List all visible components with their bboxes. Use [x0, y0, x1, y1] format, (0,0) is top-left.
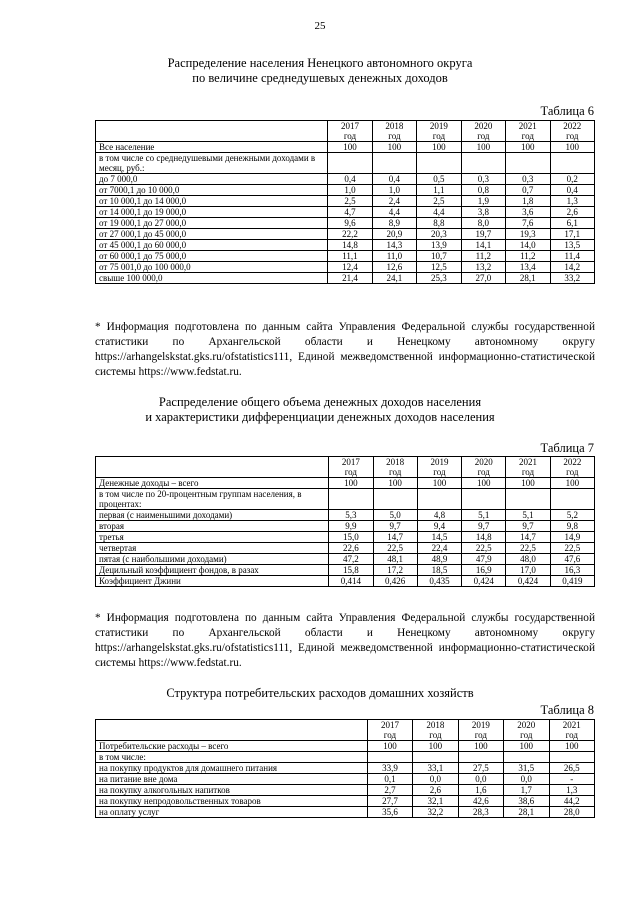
table8-cell: 100 [367, 741, 412, 752]
table7-row-label: первая (с наименьшими доходами) [96, 510, 329, 521]
table6-cell: 22,2 [328, 229, 372, 240]
table7-year-header [462, 457, 506, 478]
table7-cell: 48,0 [506, 554, 550, 565]
table6-year-value: 2018 [385, 121, 404, 131]
table6-cell: 1,0 [372, 185, 416, 196]
table7-cell: 9,8 [550, 521, 594, 532]
table7-cell: 9,4 [417, 521, 461, 532]
table6-cell: 2,5 [417, 196, 461, 207]
table7-header-row [96, 457, 595, 478]
table8-cell: 1,7 [504, 785, 549, 796]
table6-cell: 14,0 [506, 240, 550, 251]
table7-row-label: вторая [96, 521, 329, 532]
table7-year-value: 2018 [386, 457, 405, 467]
table7-cell: 5,0 [373, 510, 417, 521]
table6-cell [417, 153, 461, 174]
table8-cell: 27,5 [458, 763, 503, 774]
table8-cell: 2,7 [367, 785, 412, 796]
table6-cell: 1,8 [506, 196, 550, 207]
table6-footnote: * Информация подготовлена по данным сайта Управления Федеральной службы государственной статистики по Архангельской области и Ненецкому автономному округу https://arhangelskstat.gks.ru/ofstatistics111, Единой межведомственной информационно-статистической системы https://www.fedstat.ru. [95, 321, 595, 378]
table6-cell: 12,4 [328, 262, 372, 273]
table8-cell: 26,5 [549, 763, 594, 774]
table6-cell: 14,1 [461, 240, 505, 251]
table6-cell: 0,4 [372, 174, 416, 185]
table8-cell: 1,3 [549, 785, 594, 796]
table6-row-label: Все население [96, 142, 328, 153]
table6-cell: 12,6 [372, 262, 416, 273]
table6-row-label: от 45 000,1 до 60 000,0 [96, 240, 328, 251]
table7-cell: 9,7 [462, 521, 506, 532]
table7-footnote: * Информация подготовлена по данным сайта Управления Федеральной службы государственной статистики по Архангельской области и Ненецкому автономному округу https://arhangelskstat.gks.ru/ofstatistics111, Единой межведомственной информационно-статистической системы https://www.fedstat.ru. [95, 612, 595, 669]
table7-row [96, 543, 595, 554]
table7-cell: 22,5 [506, 543, 550, 554]
table8-row-label: в том числе: [96, 752, 368, 763]
table8-cell: 32,2 [413, 807, 458, 818]
table6 [95, 120, 595, 284]
table8-cell: 33,9 [367, 763, 412, 774]
table6-row [96, 174, 595, 185]
table7-year-value: 2021 [519, 457, 537, 467]
table6-cell: 3,8 [461, 207, 505, 218]
table6-cell: 1,1 [417, 185, 461, 196]
table6-cell: 19,3 [506, 229, 550, 240]
table7-cell: 47,9 [462, 554, 506, 565]
table6-cell: 100 [550, 142, 594, 153]
table7-cell: 48,1 [373, 554, 417, 565]
table7-row [96, 521, 595, 532]
table6-cell: 28,1 [506, 273, 550, 284]
table6-cell: 100 [506, 142, 550, 153]
table6-row-label: от 14 000,1 до 19 000,0 [96, 207, 328, 218]
table8-cell: 32,1 [413, 796, 458, 807]
table6-cell: 19,7 [461, 229, 505, 240]
table6-cell: 11,1 [328, 251, 372, 262]
table6-row-label: свыше 100 000,0 [96, 273, 328, 284]
table6-cell: 27,0 [461, 273, 505, 284]
table7-cell: 14,7 [506, 532, 550, 543]
table7-cell: 14,9 [550, 532, 594, 543]
table6-year-sub: год [477, 131, 490, 141]
table7-cell: 5,1 [462, 510, 506, 521]
table8-header-row [96, 720, 595, 741]
table7-cell: 22,5 [550, 543, 594, 554]
table6-cell: 14,3 [372, 240, 416, 251]
table8-cell: 27,7 [367, 796, 412, 807]
table6-year-header [506, 121, 550, 142]
table7-row [96, 576, 595, 587]
table6-year-header [328, 121, 372, 142]
table8-year-header [413, 720, 458, 741]
table6-row [96, 273, 595, 284]
table8-cell [367, 752, 412, 763]
table6-cell: 13,2 [461, 262, 505, 273]
table7-cell: 100 [506, 478, 550, 489]
table6-cell: 0,2 [550, 174, 594, 185]
table6-title-line1: Распределение населения Ненецкого автономного округа [167, 56, 473, 70]
table6-year-header [461, 121, 505, 142]
table7-cell: 47,6 [550, 554, 594, 565]
table6-cell: 100 [328, 142, 372, 153]
table6-cell: 6,1 [550, 218, 594, 229]
table6-cell: 20,3 [417, 229, 461, 240]
table6-row [96, 153, 595, 174]
table6-cell: 33,2 [550, 273, 594, 284]
table6-year-header [550, 121, 594, 142]
table6-cell: 21,4 [328, 273, 372, 284]
table6-year-sub: год [432, 131, 446, 141]
table6-cell: 0,7 [506, 185, 550, 196]
table6-cell: 12,5 [417, 262, 461, 273]
table8-cell: 28,3 [458, 807, 503, 818]
table8-cell: - [549, 774, 594, 785]
table6-cell: 14,8 [328, 240, 372, 251]
table7-cell: 48,9 [417, 554, 461, 565]
table8-row-label: на оплату услуг [96, 807, 368, 818]
table7-year-sub: год [433, 467, 446, 477]
table6-cell [506, 153, 550, 174]
table6-cell: 13,9 [417, 240, 461, 251]
table6-cell: 100 [372, 142, 416, 153]
table8-row-label: Потребительские расходы – всего [96, 741, 368, 752]
table7-cell: 14,5 [417, 532, 461, 543]
table6-label: Таблица 6 [540, 104, 594, 118]
table6-row-label: от 19 000,1 до 27 000,0 [96, 218, 328, 229]
table7-corner-cell [96, 457, 329, 478]
table7-year-sub: год [344, 467, 358, 477]
table8-cell: 100 [413, 741, 458, 752]
table6-row-label: от 10 000,1 до 14 000,0 [96, 196, 328, 207]
table7-year-value: 2020 [474, 457, 493, 467]
table7-cell: 100 [550, 478, 594, 489]
table6-year-value: 2022 [563, 121, 582, 131]
table8 [95, 719, 595, 818]
table7-year-value: 2017 [341, 457, 360, 467]
table6-cell: 0,4 [328, 174, 372, 185]
table7-year-value: 2019 [430, 457, 449, 467]
table6-cell: 13,5 [550, 240, 594, 251]
table7 [95, 456, 595, 587]
table8-year-value: 2019 [471, 720, 490, 730]
table7-year-header [373, 457, 417, 478]
table7-cell: 100 [373, 478, 417, 489]
table6-year-sub: год [343, 131, 357, 141]
table6-row-label: от 60 000,1 до 75 000,0 [96, 251, 328, 262]
table6-cell: 0,4 [550, 185, 594, 196]
table7-cell: 0,426 [373, 576, 417, 587]
table7-cell: 5,3 [329, 510, 373, 521]
table6-year-sub: год [521, 131, 534, 141]
table6-cell: 3,6 [506, 207, 550, 218]
table7-row-label: Децильный коэффициент фондов, в разах [96, 565, 329, 576]
table6-cell: 0,8 [461, 185, 505, 196]
table7-cell: 22,5 [373, 543, 417, 554]
table7-title-line1: Распределение общего объема денежных доходов населения [158, 395, 482, 409]
table8-year-sub: год [520, 730, 533, 740]
table8-cell: 31,5 [504, 763, 549, 774]
table8-year-sub: год [565, 730, 578, 740]
table8-cell: 28,0 [549, 807, 594, 818]
table7-row [96, 554, 595, 565]
table8-year-sub: год [429, 730, 442, 740]
table7-cell [329, 489, 373, 510]
table8-row [96, 807, 595, 818]
table7-cell: 9,9 [329, 521, 373, 532]
table8-year-value: 2017 [380, 720, 399, 730]
table6-row [96, 262, 595, 273]
table6-cell: 1,0 [328, 185, 372, 196]
table7-cell: 0,419 [550, 576, 594, 587]
table6-cell: 7,6 [506, 218, 550, 229]
table6-cell: 1,9 [461, 196, 505, 207]
table6-cell: 11,0 [372, 251, 416, 262]
table6-year-value: 2020 [474, 121, 493, 131]
table7-row-label: в том числе по 20-процентным группам населения, в процентах: [96, 489, 329, 510]
table8-year-header [367, 720, 412, 741]
table6-cell: 4,4 [372, 207, 416, 218]
table8-year-header [549, 720, 594, 741]
table8-row-label: на покупку продуктов для домашнего питания [96, 763, 368, 774]
table8-cell: 42,6 [458, 796, 503, 807]
table6-row-label: от 7000,1 до 10 000,0 [96, 185, 328, 196]
table7-row [96, 532, 595, 543]
table8-cell: 0,0 [413, 774, 458, 785]
table6-year-value: 2019 [429, 121, 448, 131]
table8-cell: 38,6 [504, 796, 549, 807]
table7-row-label: четвертая [96, 543, 329, 554]
table6-row [96, 218, 595, 229]
table6-cell: 100 [461, 142, 505, 153]
table7-row [96, 565, 595, 576]
table6-cell: 2,6 [550, 207, 594, 218]
table7-cell: 0,424 [462, 576, 506, 587]
table6-cell: 9,6 [328, 218, 372, 229]
table8-row [96, 752, 595, 763]
table7-cell: 5,2 [550, 510, 594, 521]
table7-cell: 9,7 [506, 521, 550, 532]
table8-row-label: на покупку алкогольных напитков [96, 785, 368, 796]
table7-cell: 0,435 [417, 576, 461, 587]
table7-cell: 14,7 [373, 532, 417, 543]
table6-cell: 10,7 [417, 251, 461, 262]
table6-cell: 11,4 [550, 251, 594, 262]
table8-cell [549, 752, 594, 763]
table8-year-sub: год [383, 730, 397, 740]
table6-title [0, 56, 640, 86]
table7-cell: 17,0 [506, 565, 550, 576]
table7-year-header [550, 457, 594, 478]
table7-cell [373, 489, 417, 510]
table7-cell: 9,7 [373, 521, 417, 532]
table6-row [96, 196, 595, 207]
table6-row [96, 207, 595, 218]
table8-row [96, 763, 595, 774]
table8-cell: 35,6 [367, 807, 412, 818]
table8-row-label: на покупку непродовольственных товаров [96, 796, 368, 807]
table7-label: Таблица 7 [540, 441, 594, 455]
table8-year-value: 2018 [426, 720, 445, 730]
table6-row-label: до 7 000,0 [96, 174, 328, 185]
table8-year-value: 2021 [562, 720, 581, 730]
table7-cell: 47,2 [329, 554, 373, 565]
table7-year-sub: год [389, 467, 402, 477]
table6-row [96, 229, 595, 240]
table8-cell: 100 [458, 741, 503, 752]
table8-cell: 44,2 [549, 796, 594, 807]
table7-row [96, 510, 595, 521]
table7-cell: 14,8 [462, 532, 506, 543]
table6-cell: 24,1 [372, 273, 416, 284]
table6-cell: 20,9 [372, 229, 416, 240]
table6-row-label: в том числе со среднедушевыми денежными доходами в месяц, руб.: [96, 153, 328, 174]
table8-row-label: на питание вне дома [96, 774, 368, 785]
table8-cell [413, 752, 458, 763]
table6-row [96, 185, 595, 196]
table6-year-header [417, 121, 461, 142]
table6-row [96, 240, 595, 251]
table6-cell: 100 [417, 142, 461, 153]
table8-cell [504, 752, 549, 763]
table6-year-header [372, 121, 416, 142]
table8-corner-cell [96, 720, 368, 741]
table8-label: Таблица 8 [540, 703, 594, 717]
table7-cell: 16,9 [462, 565, 506, 576]
table7-cell: 18,5 [417, 565, 461, 576]
table7-year-value: 2022 [563, 457, 582, 467]
table7-cell: 16,3 [550, 565, 594, 576]
table8-row [96, 774, 595, 785]
table6-cell: 2,4 [372, 196, 416, 207]
table7-title [0, 395, 640, 425]
table6-cell [328, 153, 372, 174]
table8-year-header [504, 720, 549, 741]
table6-cell: 8,8 [417, 218, 461, 229]
table6-cell: 11,2 [461, 251, 505, 262]
table6-row [96, 251, 595, 262]
table7-year-sub: год [566, 467, 579, 477]
table7-year-header [506, 457, 550, 478]
table6-row-label: от 75 001,0 до 100 000,0 [96, 262, 328, 273]
table7-cell: 15,0 [329, 532, 373, 543]
table8-title: Структура потребительских расходов домашних хозяйств [166, 686, 474, 700]
table7-cell: 22,6 [329, 543, 373, 554]
table6-header-row [96, 121, 595, 142]
table8-row [96, 741, 595, 752]
table7-cell: 100 [417, 478, 461, 489]
table7-cell: 22,5 [462, 543, 506, 554]
table8-year-header [458, 720, 503, 741]
table7-cell: 5,1 [506, 510, 550, 521]
table6-cell: 25,3 [417, 273, 461, 284]
table6-row [96, 142, 595, 153]
table6-cell [550, 153, 594, 174]
table8-cell: 1,6 [458, 785, 503, 796]
table7-cell: 100 [329, 478, 373, 489]
table7-cell [550, 489, 594, 510]
table7-row-label: пятая (с наибольшими доходами) [96, 554, 329, 565]
table8-cell: 100 [504, 741, 549, 752]
table6-cell: 17,1 [550, 229, 594, 240]
table6-corner-cell [96, 121, 328, 142]
table6-cell: 8,9 [372, 218, 416, 229]
table6-cell: 14,2 [550, 262, 594, 273]
table7-row-label: Коэффициент Джини [96, 576, 329, 587]
table8-year-value: 2020 [517, 720, 536, 730]
table7-cell: 0,414 [329, 576, 373, 587]
table8-row [96, 796, 595, 807]
table8-cell [458, 752, 503, 763]
table6-cell: 1,3 [550, 196, 594, 207]
table6-cell: 0,5 [417, 174, 461, 185]
table6-cell: 4,4 [417, 207, 461, 218]
table6-year-value: 2017 [340, 121, 359, 131]
table8-cell: 0,1 [367, 774, 412, 785]
table6-year-sub: год [388, 131, 401, 141]
table8-cell: 0,0 [458, 774, 503, 785]
table7-year-header [329, 457, 373, 478]
table7-cell: 17,2 [373, 565, 417, 576]
table6-year-value: 2021 [518, 121, 537, 131]
table6-cell: 0,3 [506, 174, 550, 185]
table6-cell: 0,3 [461, 174, 505, 185]
table7-row [96, 478, 595, 489]
table8-row [96, 785, 595, 796]
table7-cell [462, 489, 506, 510]
table8-cell: 0,0 [504, 774, 549, 785]
table6-cell [461, 153, 505, 174]
table7-cell: 4,8 [417, 510, 461, 521]
table7-year-sub: год [521, 467, 535, 477]
table7-year-sub: год [477, 467, 490, 477]
table8-cell: 2,6 [413, 785, 458, 796]
table6-cell [372, 153, 416, 174]
table6-title-line2: по величине среднедушевых денежных доходов [192, 71, 448, 85]
table8-cell: 33,1 [413, 763, 458, 774]
table7-cell [506, 489, 550, 510]
table7-cell: 100 [462, 478, 506, 489]
page-number: 25 [314, 20, 326, 32]
table8-cell: 100 [549, 741, 594, 752]
table8-cell: 28,1 [504, 807, 549, 818]
table7-cell [417, 489, 461, 510]
table7-year-header [417, 457, 461, 478]
table7-row-label: третья [96, 532, 329, 543]
table6-row-label: от 27 000,1 до 45 000,0 [96, 229, 328, 240]
table7-cell: 15,8 [329, 565, 373, 576]
table6-cell: 13,4 [506, 262, 550, 273]
table7-title-line2: и характеристики дифференциации денежных доходов населения [145, 410, 495, 424]
table6-cell: 8,0 [461, 218, 505, 229]
table7-row [96, 489, 595, 510]
table7-cell: 0,424 [506, 576, 550, 587]
table6-cell: 2,5 [328, 196, 372, 207]
table6-cell: 4,7 [328, 207, 372, 218]
table8-year-sub: год [474, 730, 487, 740]
table6-year-sub: год [566, 131, 579, 141]
table6-cell: 11,2 [506, 251, 550, 262]
table7-cell: 22,4 [417, 543, 461, 554]
table7-row-label: Денежные доходы – всего [96, 478, 329, 489]
